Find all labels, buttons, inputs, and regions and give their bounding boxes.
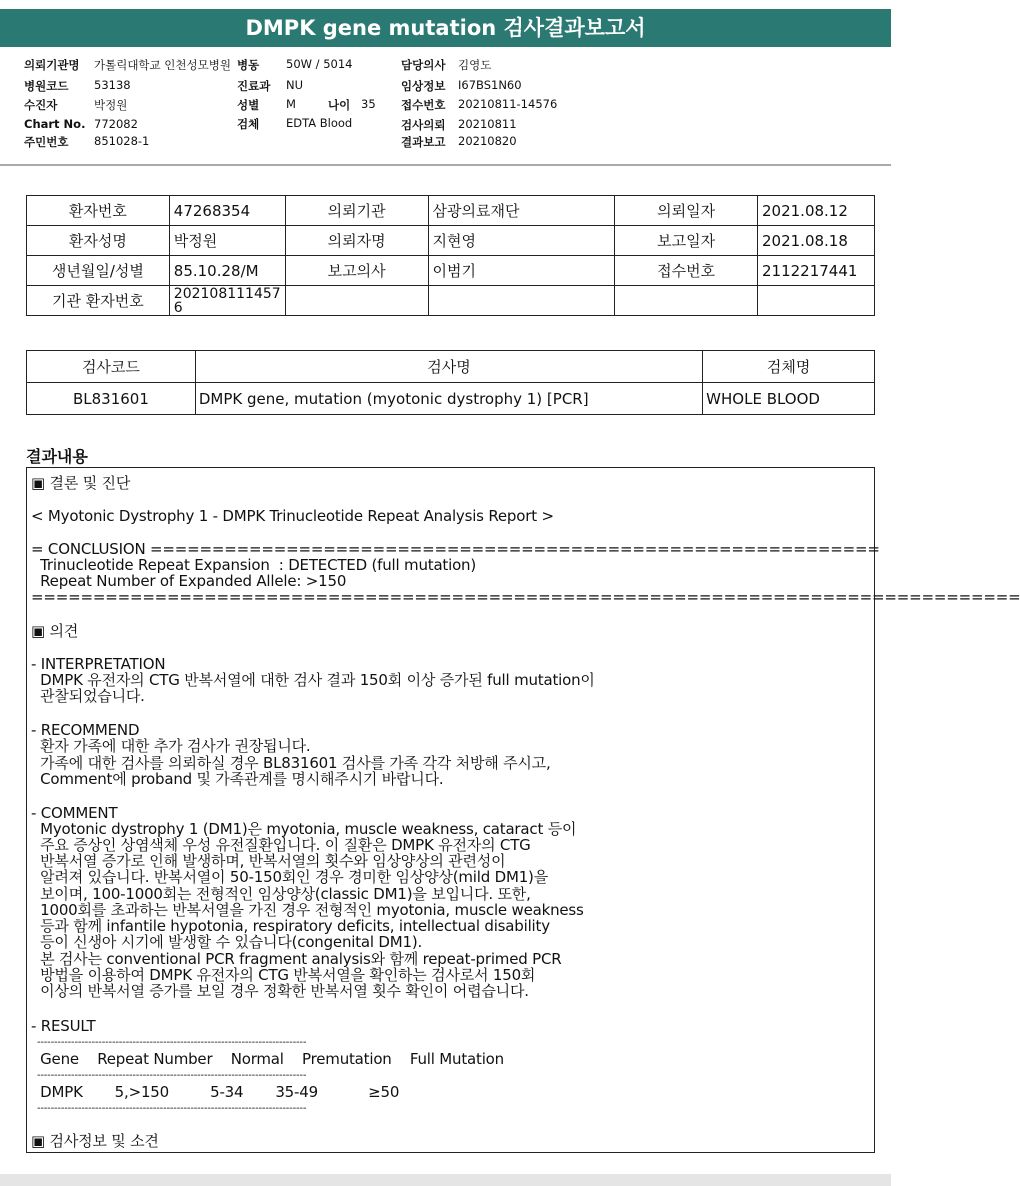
header-key: Chart No. xyxy=(24,117,86,131)
table-row xyxy=(27,256,875,286)
result-line: Repeat Number of Expanded Allele: >150 xyxy=(31,572,347,590)
header-key: 수진자 xyxy=(24,98,58,112)
result-content-box xyxy=(26,467,1020,1153)
header-key: 검사의뢰 xyxy=(401,118,446,132)
result-line: ================================================================================ xyxy=(31,588,1020,606)
header-value: 20210811-14576 xyxy=(458,97,558,111)
result-line: ------------------------------------------------------------------------------- xyxy=(31,1037,307,1048)
divider xyxy=(0,164,891,166)
section-heading: ▣ 결론 및 진단 xyxy=(31,474,131,492)
header-key: 병원코드 xyxy=(24,79,69,93)
report-subtitle: < Myotonic Dystrophy 1 - DMPK Trinucleotide Repeat Analysis Report > xyxy=(31,507,554,525)
header-key: 성별 xyxy=(237,98,260,112)
table-cell: 2021081114576 xyxy=(169,286,285,316)
header-key: 결과보고 xyxy=(401,135,446,149)
result-line: 알려져 있습니다. 반복서열이 50-150회인 경우 경미한 임상양상(mild DM1)을 xyxy=(31,868,548,886)
table-cell: 환자번호 xyxy=(27,196,170,226)
header-key: 진료과 xyxy=(237,79,271,93)
result-line: 등이 신생아 시기에 발생할 수 있습니다(congenital DM1). xyxy=(31,933,423,951)
section-heading: ▣ 검사정보 및 소견 xyxy=(31,1132,159,1150)
result-line: - INTERPRETATION xyxy=(31,655,166,673)
table-cell: 의뢰기관 xyxy=(285,196,428,226)
table-row xyxy=(27,196,875,226)
table-cell: 박정원 xyxy=(169,226,285,256)
result-line: 본 검사는 conventional PCR fragment analysis와 함께 repeat-primed PCR xyxy=(31,950,562,968)
result-line: 이상의 반복서열 증가를 보일 경우 정확한 반복서열 횟수 확인이 어렵습니다. xyxy=(31,982,529,1000)
header-key: 병동 xyxy=(237,58,260,72)
result-line: DMPK 유전자의 CTG 반복서열에 대한 검사 결과 150회 이상 증가된 full mutation이 xyxy=(31,671,595,689)
patient-info-table xyxy=(26,195,875,316)
result-line: 등과 함께 infantile hypotonia, respiratory deficits, intellectual disability xyxy=(31,917,550,935)
header-key: 임상정보 xyxy=(401,79,446,93)
age-value: 35 xyxy=(361,97,376,111)
result-line: Comment에 proband 및 가족관계를 명시해주시기 바랍니다. xyxy=(31,770,444,788)
result-line: 관찰되었습니다. xyxy=(31,687,145,705)
header-value: 김영도 xyxy=(458,58,492,72)
header-key: 검체 xyxy=(237,117,260,131)
footer-bar xyxy=(0,1174,891,1186)
section-heading: ▣ 의견 xyxy=(31,622,79,640)
table-cell: WHOLE BLOOD xyxy=(703,383,875,415)
table-cell: 보고일자 xyxy=(615,226,758,256)
table-cell: 47268354 xyxy=(169,196,285,226)
table-cell: 85.10.28/M xyxy=(169,256,285,286)
result-line: 1000회를 초과하는 반복서열을 가진 경우 전형적인 myotonia, muscle weakness xyxy=(31,901,584,919)
report-title: DMPK gene mutation 검사결과보고서 xyxy=(0,9,891,47)
table-row xyxy=(27,226,875,256)
table-cell: 2021.08.18 xyxy=(758,226,875,256)
table-header-cell: 검체명 xyxy=(703,351,875,383)
table-cell: 의뢰일자 xyxy=(615,196,758,226)
table-row xyxy=(27,383,875,415)
table-cell: 보고의사 xyxy=(285,256,428,286)
table-cell xyxy=(428,286,615,316)
table-cell: 접수번호 xyxy=(615,256,758,286)
table-header-cell: 검사명 xyxy=(195,351,702,383)
result-table-row: DMPK 5,>150 5-34 35-49 ≥50 xyxy=(31,1083,400,1101)
result-line: Trinucleotide Repeat Expansion : DETECTED (full mutation) xyxy=(31,556,477,574)
header-value: 772082 xyxy=(94,117,138,131)
result-section-title: 결과내용 xyxy=(26,447,88,466)
result-line: 환자 가족에 대한 추가 검사가 권장됩니다. xyxy=(31,737,311,755)
table-cell: 생년월일/성별 xyxy=(27,256,170,286)
table-cell xyxy=(758,286,875,316)
table-header-cell: 검사코드 xyxy=(27,351,196,383)
table-cell: 2021.08.12 xyxy=(758,196,875,226)
header-key: 접수번호 xyxy=(401,98,446,112)
result-line: Myotonic dystrophy 1 (DM1)은 myotonia, muscle weakness, cataract 등이 xyxy=(31,820,577,838)
table-cell: DMPK gene, mutation (myotonic dystrophy 1) [PCR] xyxy=(195,383,702,415)
header-key: 담당의사 xyxy=(401,58,446,72)
header-value: EDTA Blood xyxy=(286,116,353,130)
result-line: ------------------------------------------------------------------------------- xyxy=(31,1070,307,1081)
header-value: 20210820 xyxy=(458,134,517,148)
header-key: 주민번호 xyxy=(24,135,69,149)
header-value: 박정원 xyxy=(94,98,128,112)
result-table-header: Gene Repeat Number Normal Premutation Full Mutation xyxy=(31,1050,504,1068)
result-line: ------------------------------------------------------------------------------- xyxy=(31,1103,307,1114)
header-value: 50W / 5014 xyxy=(286,57,353,71)
result-line: 가족에 대한 검사를 의뢰하실 경우 BL831601 검사를 가족 각각 처방해 주시고, xyxy=(31,754,551,772)
header-value: M xyxy=(286,97,296,111)
header-key: 의뢰기관명 xyxy=(24,58,80,72)
result-line: = CONCLUSION =========================================================== xyxy=(31,540,880,558)
table-cell: 삼광의료재단 xyxy=(428,196,615,226)
table-cell: 의뢰자명 xyxy=(285,226,428,256)
table-cell: 지현영 xyxy=(428,226,615,256)
header-value: 53138 xyxy=(94,78,131,92)
table-cell: BL831601 xyxy=(27,383,196,415)
test-code-table xyxy=(26,350,875,415)
result-line: - COMMENT xyxy=(31,804,118,822)
header-value: 가톨릭대학교 인천성모병원 xyxy=(94,58,231,72)
table-cell: 환자성명 xyxy=(27,226,170,256)
table-row xyxy=(27,286,875,316)
age-label: 나이 xyxy=(328,98,351,112)
result-line: 보이며, 100-1000회는 전형적인 임상양상(classic DM1)을 보입니다. 또한, xyxy=(31,885,531,903)
result-line: 반복서열 증가로 인해 발생하며, 반복서열의 횟수와 임상양상의 관련성이 xyxy=(31,852,506,870)
header-value: I67BS1N60 xyxy=(458,78,522,92)
result-line: - RESULT xyxy=(31,1017,96,1035)
result-line: 방법을 이용하여 DMPK 유전자의 CTG 반복서열을 확인하는 검사로서 150회 xyxy=(31,966,536,984)
table-cell: 이범기 xyxy=(428,256,615,286)
table-cell: 2112217441 xyxy=(758,256,875,286)
header-value: NU xyxy=(286,78,304,92)
header-value: 20210811 xyxy=(458,117,517,131)
table-cell xyxy=(615,286,758,316)
result-line: - RECOMMEND xyxy=(31,721,140,739)
table-cell xyxy=(285,286,428,316)
table-header-row xyxy=(27,351,875,383)
table-cell: 기관 환자번호 xyxy=(27,286,170,316)
header-value: 851028-1 xyxy=(94,134,150,148)
result-line: 주요 증상인 상염색체 우성 유전질환입니다. 이 질환은 DMPK 유전자의 CTG xyxy=(31,836,531,854)
